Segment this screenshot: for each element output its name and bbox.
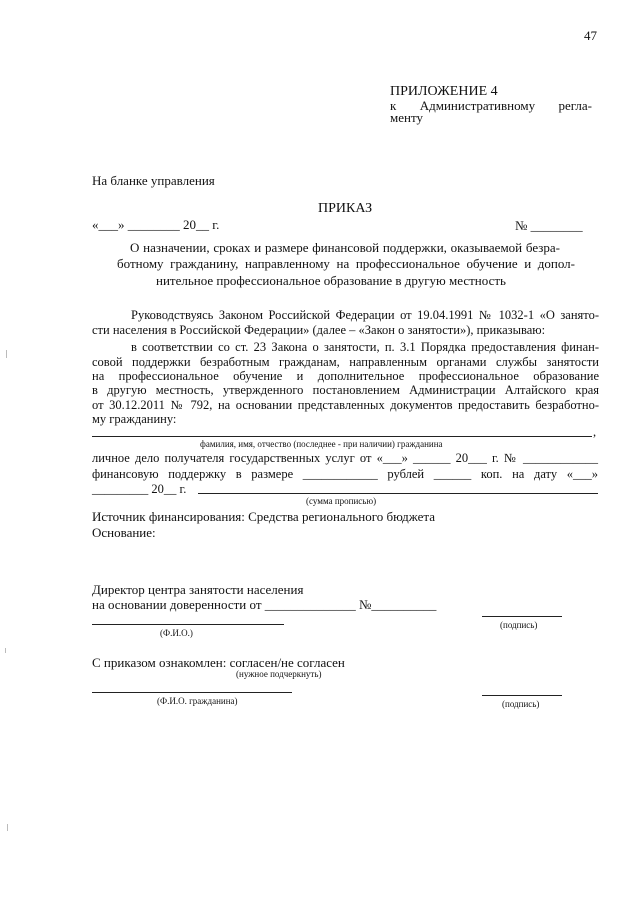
order-date: «___» ________ 20__ г. [92,217,220,232]
scan-edge-mark [5,648,6,653]
fio-underline [92,436,592,437]
preamble-line-1: Руководствуясь Законом Российской Федерации от 19.04.1991 № 1032-1 «О занято- [131,308,599,322]
acquainted-text: С приказом ознакомлен: согласен/не согласен [92,655,345,670]
citizen-signature-caption: (подпись) [502,699,540,709]
subject-line-2: ботному гражданину, направленному на профессиональное обучение и допол- [117,256,575,271]
funding-source: Источник финансирования: Средства регионального бюджета [92,509,435,524]
subject-line-3: нительное профессиональное образование в другую местность [156,273,506,288]
director-signature-caption: (подпись) [500,620,538,630]
body-line-5: от 30.12.2011 № 792, на основании представленных документов предоставить безработно- [92,398,599,412]
fio-caption: фамилия, имя, отчество (последнее - при наличии) гражданина [200,439,443,449]
sum-caption: (сумма прописью) [306,496,377,506]
subject-line-1: О назначении, сроках и размере финансовой поддержки, оказываемой безра- [130,240,560,255]
fio-comma: , [593,425,597,439]
citizen-fio-line [92,692,292,693]
appendix-line-1: к Административному регла- [390,98,592,113]
body-line-2: совой поддержки безработным гражданам, направленным органами службы занятости [92,355,599,369]
director-fio-line [92,624,284,625]
personal-file-line: личное дело получателя государственных услуг от «___» ______ 20___ г. № ____________ [92,451,598,465]
scan-edge-mark [7,824,8,831]
body-line-4: в другую местность, утвержденного постановлением Администрации Алтайского края [92,383,599,397]
citizen-fio-caption: (Ф.И.О. гражданина) [157,696,238,706]
basis-label: Основание: [92,525,156,540]
appendix-line-2: менту [390,110,423,125]
order-number: № ________ [515,218,583,233]
body-line-6: му гражданину: [92,412,177,426]
citizen-signature-line [482,695,562,696]
body-line-3: на профессиональное обучение и дополнительное профессиональное образование [92,369,599,383]
letterhead-note: На бланке управления [92,173,215,188]
order-title: ПРИКАЗ [318,201,373,216]
director-signature-line [482,616,562,617]
date-year-line: _________ 20__ г. [92,482,187,496]
acquainted-note: (нужное подчеркнуть) [236,669,322,679]
preamble-line-2: сти населения в Российской Федерации» (далее – «Закон о занятости»), приказываю: [92,323,546,337]
body-line-1: в соответствии со ст. 23 Закона о занятости, п. 3.1 Порядка предоставления финан- [131,340,599,354]
page-number: 47 [584,28,597,43]
scan-edge-mark [6,350,7,358]
support-amount-line: финансовую поддержку в размере ____________ рублей ______ коп. на дату «___» [92,467,598,481]
appendix-title: ПРИЛОЖЕНИЕ 4 [390,84,498,99]
director-title: Директор центра занятости населения [92,582,304,597]
director-fio-caption: (Ф.И.О.) [160,628,193,638]
sum-underline [198,493,598,494]
director-proxy-line: на основании доверенности от ______________ №__________ [92,597,437,612]
